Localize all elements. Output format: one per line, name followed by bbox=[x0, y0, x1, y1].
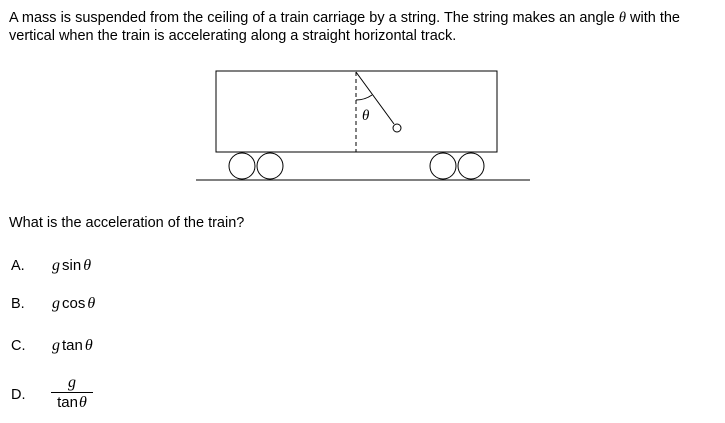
option-b-sym: θ bbox=[87, 295, 96, 312]
carriage-body bbox=[216, 71, 497, 152]
option-d-denominator bbox=[51, 394, 93, 411]
option-a-letter: A. bbox=[11, 258, 25, 274]
option-d-sym: θ bbox=[79, 394, 87, 411]
option-c-expression bbox=[52, 337, 93, 355]
option-c-sym: θ bbox=[84, 337, 93, 354]
option-c-letter: C. bbox=[11, 338, 26, 354]
theta-symbol: θ bbox=[618, 10, 626, 26]
option-b-var: g bbox=[52, 295, 60, 312]
wheel-3 bbox=[430, 153, 456, 179]
option-d-letter: D. bbox=[11, 387, 26, 403]
option-c-func: tan bbox=[62, 337, 83, 354]
option-b-func: cos bbox=[62, 295, 86, 312]
option-d-numerator: g bbox=[68, 374, 76, 391]
wheel-2 bbox=[257, 153, 283, 179]
option-a-sym: θ bbox=[83, 257, 92, 274]
option-d-func: tan bbox=[57, 394, 78, 411]
wheel-1 bbox=[229, 153, 255, 179]
fraction-bar bbox=[51, 392, 93, 393]
option-a-var: g bbox=[52, 257, 60, 274]
option-c-var: g bbox=[52, 337, 60, 354]
question-prompt: What is the acceleration of the train? bbox=[9, 215, 245, 231]
option-d-fraction bbox=[51, 374, 93, 411]
angle-label: θ bbox=[362, 108, 370, 124]
option-b-letter: B. bbox=[11, 296, 25, 312]
angle-arc bbox=[356, 95, 372, 100]
stem-text-part2: with the vertical when the train is accelerating along a straight horizontal track. bbox=[9, 10, 680, 44]
wheel-4 bbox=[458, 153, 484, 179]
option-b-expression bbox=[52, 295, 95, 313]
option-a-expression bbox=[52, 257, 91, 275]
mass-bob bbox=[393, 124, 401, 132]
train-carriage-diagram bbox=[0, 0, 725, 200]
option-a-func: sin bbox=[62, 257, 82, 274]
stem-text-part1: A mass is suspended from the ceiling of a train carriage by a string. The string makes an angle bbox=[9, 10, 619, 26]
